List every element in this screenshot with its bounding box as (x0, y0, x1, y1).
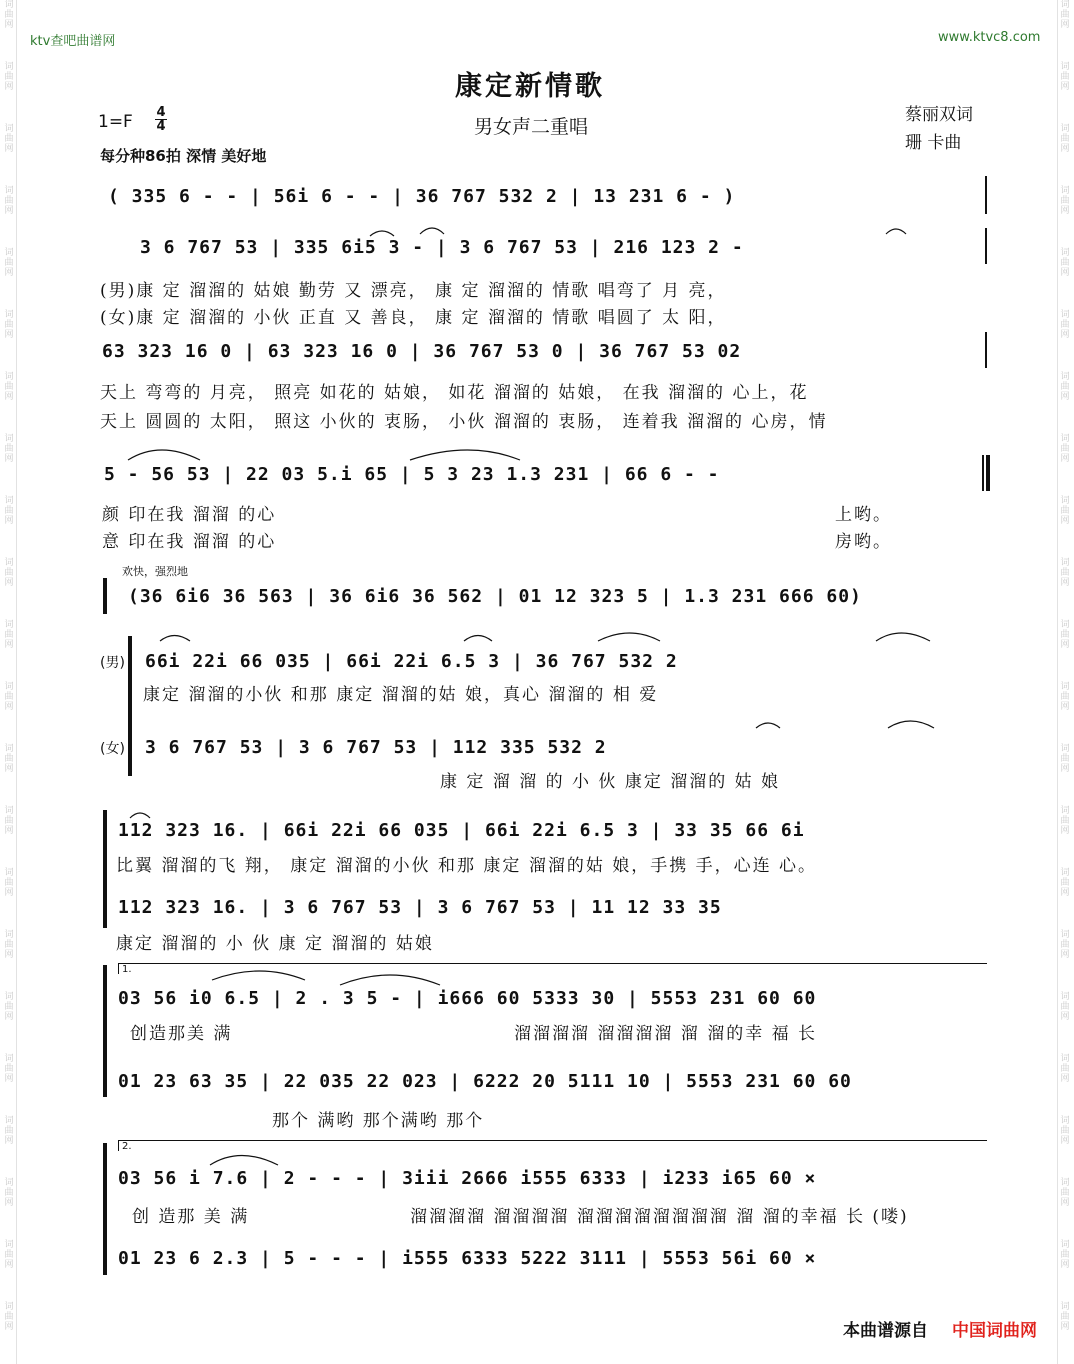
duet-female-lyrics-1: 康 定 溜 溜 的 小 伙 康定 溜溜的 姑 娘 (440, 772, 781, 792)
ending2-female-notes: 01 23 6 2.3 | 5 - - - | i555 6333 5222 3111 | 5553 56i 60 × (118, 1248, 817, 1269)
lyrics-male-1: (男)康 定 溜溜的 姑娘 勤劳 又 漂亮， 康 定 溜溜的 情歌 唱弯了 月 亮， (100, 281, 727, 301)
duet-male-notes-1: 66i 22i 66 035 | 66i 22i 6.5 3 | 36 767 532 2 (145, 651, 678, 672)
slur (598, 633, 660, 641)
duet-male-lyrics-2: 比翼 溜溜的飞 翔， 康定 溜溜的小伙 和那 康定 溜溜的姑 娘，手携 手，心连 心。 (116, 856, 818, 876)
male-part-label: (男) (100, 655, 125, 671)
slur (128, 450, 200, 460)
lyrics-male-3a: 颜 印在我 溜溜 的心 (102, 505, 277, 525)
ending2-male-lyrics-a: 创 造那 美 满 (132, 1207, 250, 1227)
slur (464, 636, 492, 642)
ending1-male-notes: 03 56 i0 6.5 | 2 . 3 5 - | i666 60 5333 30 | 5553 231 60 60 (118, 988, 817, 1009)
intro-notes: ( 335 6 - - | 56i 6 - - | 36 767 532 2 | 13 231 6 - ) (108, 186, 736, 207)
ending1-female-lyrics: 那个 满哟 那个满哟 那个 (272, 1111, 485, 1131)
watermark-column-right: 词 曲 网 词 曲 网 词 曲 网 词 曲 网 词 曲 网 词 曲 网 词 曲 网 词 曲 网 词 曲 网 词 曲 网 词 曲 网 词 曲 网 词 曲 网 词 曲 网 词 曲 网 词 曲 网 词 曲 网 词 曲 网 词 曲 网 词 曲 网 词 曲 网 词 曲 网 (1060, 0, 1070, 1332)
volta-first-ending: 1. (118, 963, 987, 974)
duet-female-notes-2: 112 323 16. | 3 6 767 53 | 3 6 767 53 | 11 12 33 35 (118, 897, 722, 918)
slur (370, 231, 394, 236)
slur (410, 450, 520, 460)
tempo-marking: 每分种86拍 深情 美好地 (100, 147, 267, 165)
slur (160, 636, 190, 642)
song-title: 康定新情歌 (455, 71, 605, 102)
slur (210, 1156, 278, 1166)
lyricist: 蔡丽双词 (905, 105, 973, 125)
verse-notes-2: 63 323 16 0 | 63 323 16 0 | 36 767 53 0 | 36 767 53 02 (102, 341, 742, 362)
subtitle: 男女声二重唱 (474, 116, 589, 138)
duet-male-notes-2: 112 323 16. | 66i 22i 66 035 | 66i 22i 6.5 3 | 33 35 66 6i (118, 820, 805, 841)
duet-female-lyrics-2: 康定 溜溜的 小 伙 康 定 溜溜的 姑娘 (116, 934, 434, 954)
interlude-notes: (36 6i6 36 563 | 36 6i6 36 562 | 01 12 323 5 | 1.3 231 666 60) (128, 586, 862, 607)
slur (130, 813, 150, 818)
duet-female-notes-1: 3 6 767 53 | 3 6 767 53 | 112 335 532 2 (145, 737, 607, 758)
verse-notes-3: 5 - 56 53 | 22 03 5.i 65 | 5 3 23 1.3 231 | 66 6 - - (104, 464, 720, 485)
slur (420, 228, 444, 234)
ending2-male-lyrics-b: 溜溜溜溜 溜溜溜溜 溜溜溜溜溜溜溜溜 溜 溜的幸福 长 (喽) (410, 1207, 909, 1227)
ending1-male-lyrics-b: 溜溜溜溜 溜溜溜溜 溜 溜的幸 福 长 (514, 1024, 818, 1044)
slur (340, 975, 440, 985)
lyrics-female-2: 天上 圆圆的 太阳， 照这 小伙的 衷肠， 小伙 溜溜的 衷肠， 连着我 溜溜的 心房，情 (100, 412, 828, 432)
duet-male-lyrics-1: 康定 溜溜的小伙 和那 康定 溜溜的姑 娘，真心 溜溜的 相 爱 (143, 685, 659, 705)
key-signature: 1=F (98, 112, 133, 132)
footer-source-label: 本曲谱源自 (843, 1321, 928, 1341)
slur (876, 633, 930, 641)
ending1-male-lyrics-a: 创造那美 满 (130, 1024, 233, 1044)
site-label-right: www.ktvc8.com (938, 30, 1041, 45)
slur (756, 723, 780, 728)
watermark-column-left: 词 曲 网 词 曲 网 词 曲 网 词 曲 网 词 曲 网 词 曲 网 词 曲 网 词 曲 网 词 曲 网 词 曲 网 词 曲 网 词 曲 网 词 曲 网 词 曲 网 词 曲 网 词 曲 网 词 曲 网 词 曲 网 词 曲 网 词 曲 网 词 曲 网 词 曲 网 (4, 0, 14, 1332)
female-part-label: (女) (100, 741, 125, 757)
lyrics-female-3b: 房哟。 (835, 532, 892, 552)
lyrics-female-1: (女)康 定 溜溜的 小伙 正直 又 善良， 康 定 溜溜的 情歌 唱圆了 太 阳， (100, 308, 727, 328)
slur (212, 971, 305, 980)
slur (888, 721, 934, 728)
ending1-female-notes: 01 23 63 35 | 22 035 22 023 | 6222 20 5111 10 | 5553 231 60 60 (118, 1071, 852, 1092)
time-numerator: 4 (156, 105, 166, 120)
footer-source-name: 中国词曲网 (952, 1321, 1037, 1341)
volta-second-ending: 2. (118, 1140, 987, 1151)
lyrics-female-3a: 意 印在我 溜溜 的心 (102, 532, 277, 552)
slur (886, 229, 906, 234)
lyrics-male-2: 天上 弯弯的 月亮， 照亮 如花的 姑娘， 如花 溜溜的 姑娘， 在我 溜溜的 心上，花 (100, 383, 809, 403)
ending2-male-notes: 03 56 i 7.6 | 2 - - - | 3iii 2666 i555 6333 | i233 i65 60 × (118, 1168, 817, 1189)
site-label-left: ktv查吧曲谱网 (30, 34, 116, 49)
composer: 珊 卡曲 (905, 133, 962, 153)
verse-notes-1: 3 6 767 53 | 335 6i5 3 - | 3 6 767 53 | 216 123 2 - (140, 237, 744, 258)
section-marking: 欢快，强烈地 (122, 565, 188, 578)
lyrics-male-3b: 上哟。 (835, 505, 892, 525)
time-denominator: 4 (156, 119, 166, 134)
